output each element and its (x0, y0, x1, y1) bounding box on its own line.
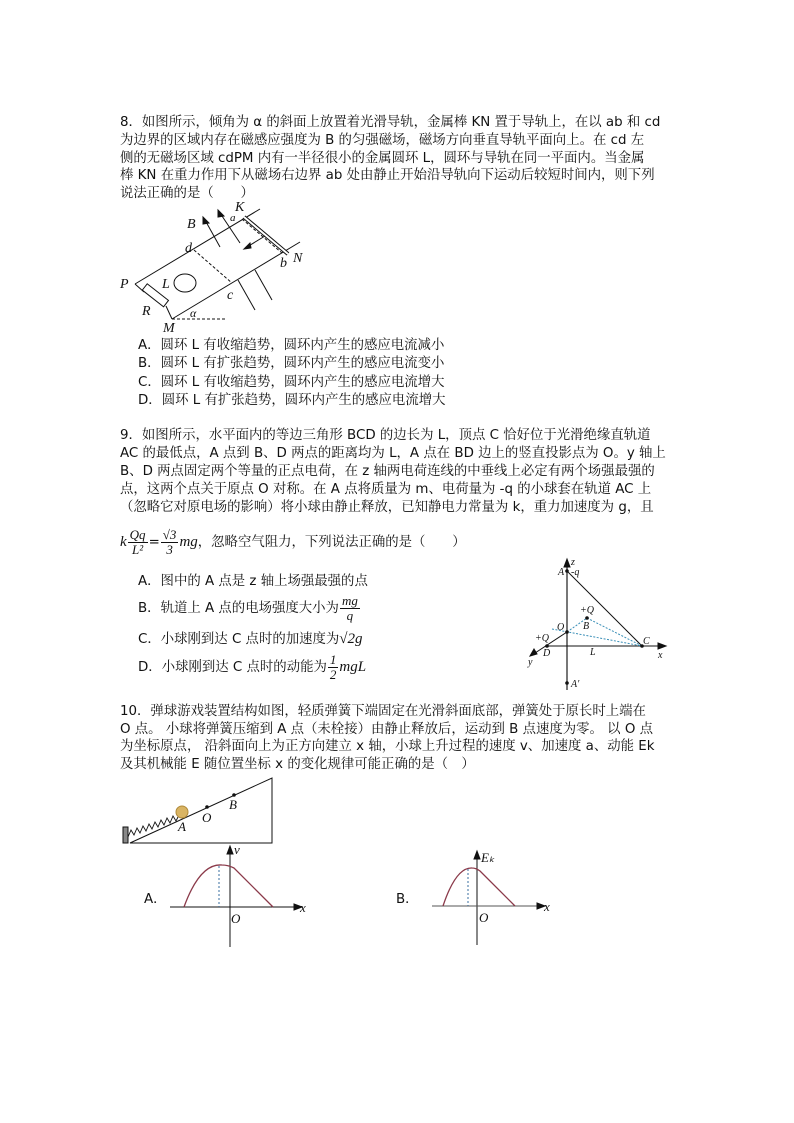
q9-formula-line (120, 525, 466, 560)
option-d-text: D．小球刚到达 C 点时的动能为 (138, 660, 327, 675)
q9-option-b[interactable] (138, 593, 361, 625)
label-L: L (162, 277, 170, 292)
graph-a-ylabel: v (234, 842, 240, 857)
label-P: P (120, 277, 129, 292)
fraction-sqrt3-over-3: $\frac{√3}{3}$ (162, 526, 177, 557)
graph-b-option-label: B． (396, 892, 419, 907)
q9-option-c[interactable] (138, 630, 363, 649)
label-plus-q-d: +Q (535, 633, 549, 644)
q8-line: 8．如图所示，倾角为 α 的斜面上放置着光滑导轨，金属棒 KN 置于导轨上，在以 ab 和 cd (120, 115, 661, 130)
q8-option-d[interactable]: D．圆环 L 有扩张趋势，圆环内产生的感应电流增大 (138, 393, 446, 408)
label-O: O (557, 622, 565, 633)
formula-mg: mg (179, 534, 198, 550)
label-C: C (643, 636, 650, 647)
label-x: x (658, 650, 663, 661)
label-minus-q: -q (571, 567, 580, 578)
q9-option-a[interactable]: A．图中的 A 点是 z 轴上场强最强的点 (138, 574, 368, 589)
label-A: A (558, 567, 565, 578)
q10-line: 及其机械能 E 随位置坐标 x 的变化规律可能正确的是（ ） (120, 757, 475, 772)
q9-line: （忽略它对原电场的影响）将小球由静止释放，已知静电力常量为 k，重力加速度为 g，且 (120, 500, 654, 515)
q8-rail-diagram (110, 195, 310, 335)
q9-line: AC 的最低点，A 点到 B、D 两点的距离均为 L，A 点在 BD 边上的竖直投影点为 O。y 轴上 (120, 446, 666, 461)
label-alpha: α (190, 306, 197, 320)
label-L: L (590, 647, 596, 658)
q10-line: 10．弹球游戏装置结构如图，轻质弹簧下端固定在光滑斜面底部，弹簧处于原长时上端在 (120, 704, 646, 719)
label-R: R (142, 304, 151, 319)
q10-line: O 点。 小球将弹簧压缩到 A 点（未栓接）由静止释放后，运动到 B 点速度为零。 以 O 点 (120, 722, 654, 737)
q8-option-c[interactable]: C．圆环 L 有收缩趋势，圆环内产生的感应电流增大 (138, 375, 445, 390)
graph-b-ylabel: Eₖ (481, 850, 495, 865)
option-d-value: mgL (339, 659, 367, 675)
q9-triangle-diagram (520, 555, 680, 695)
label-a-prime: A′ (571, 679, 580, 690)
q8-option-a[interactable]: A．圆环 L 有收缩趋势，圆环内产生的感应电流减小 (138, 338, 445, 353)
q8-line: 侧的无磁场区域 cdPM 内有一半径很小的金属圆环 L，圆环与导轨在同一平面内。当金属 (120, 151, 645, 166)
label-y: y (528, 657, 533, 668)
label-plus-q-b: +Q (580, 605, 594, 616)
fraction-qq-over-l2: $\frac{Qq}{\text{L²}}$ (129, 526, 146, 557)
label-K: K (235, 200, 245, 215)
label-B: B (583, 621, 590, 632)
graph-a-option-label: A． (144, 892, 167, 907)
label-c: c (227, 288, 234, 303)
q9-line: 点，这两个点关于原点 O 对称。在 A 点将质量为 m、电荷量为 -q 的小球套在轨道 AC 上 (120, 482, 652, 497)
label-b: b (280, 256, 287, 271)
equals: = (148, 535, 160, 550)
q8-line: 说法正确的是（ ） (120, 186, 254, 201)
label-a: a (230, 212, 236, 224)
option-c-value: √2g (339, 631, 363, 647)
graph-b-origin: O (479, 910, 489, 925)
fraction-mg-over-q: $\frac{mg}{q}$ (341, 592, 358, 623)
label-A: A (178, 819, 186, 834)
option-b-text: B．轨道上 A 点的电场强度大小为 (138, 601, 339, 616)
graph-b-ek-x (420, 850, 555, 950)
label-B: B (187, 217, 196, 232)
q9-option-d[interactable] (138, 651, 366, 684)
q10-line: 为坐标原点， 沿斜面向上为正方向建立 x 轴，小球上升过程的速度 v、加速度 a、动能 Ek (120, 739, 655, 754)
graph-a-origin: O (231, 911, 241, 926)
q10-incline-diagram (110, 775, 280, 847)
q8-option-b[interactable]: B．圆环 L 有扩张趋势，圆环内产生的感应电流变小 (138, 356, 445, 371)
q9-line: B、D 两点固定两个等量的正点电荷，在 z 轴两电荷连线的中垂线上必定有两个场强最强的 (120, 464, 655, 479)
q9-line: 9．如图所示，水平面内的等边三角形 BCD 的边长为 L，顶点 C 恰好位于光滑绝缘直轨道 (120, 428, 651, 443)
formula-k: k (120, 534, 127, 550)
q8-line: 棒 KN 在重力作用下从磁场右边界 ab 处由静止开始沿导轨向下运动后较短时间内，则下列 (120, 168, 655, 183)
label-O: O (202, 810, 212, 825)
label-z: z (571, 557, 575, 568)
label-M: M (163, 321, 175, 336)
label-d: d (185, 241, 192, 256)
q8-line: 为边界的区域内存在磁感应强度为 B 的匀强磁场，磁场方向垂直导轨平面向上。在 cd 左 (120, 133, 645, 148)
label-N: N (293, 251, 303, 266)
option-c-text: C．小球刚到达 C 点时的加速度为 (138, 632, 340, 647)
graph-a-xlabel: x (300, 900, 306, 915)
graph-a-v-x (170, 842, 310, 950)
label-B: B (229, 797, 237, 812)
graph-b-xlabel: x (544, 899, 550, 914)
label-D: D (543, 648, 551, 659)
fraction-half: $\frac{1}{2}$ (329, 651, 337, 682)
formula-tail: ，忽略空气阻力，下列说法正确的是（ ） (197, 535, 466, 550)
